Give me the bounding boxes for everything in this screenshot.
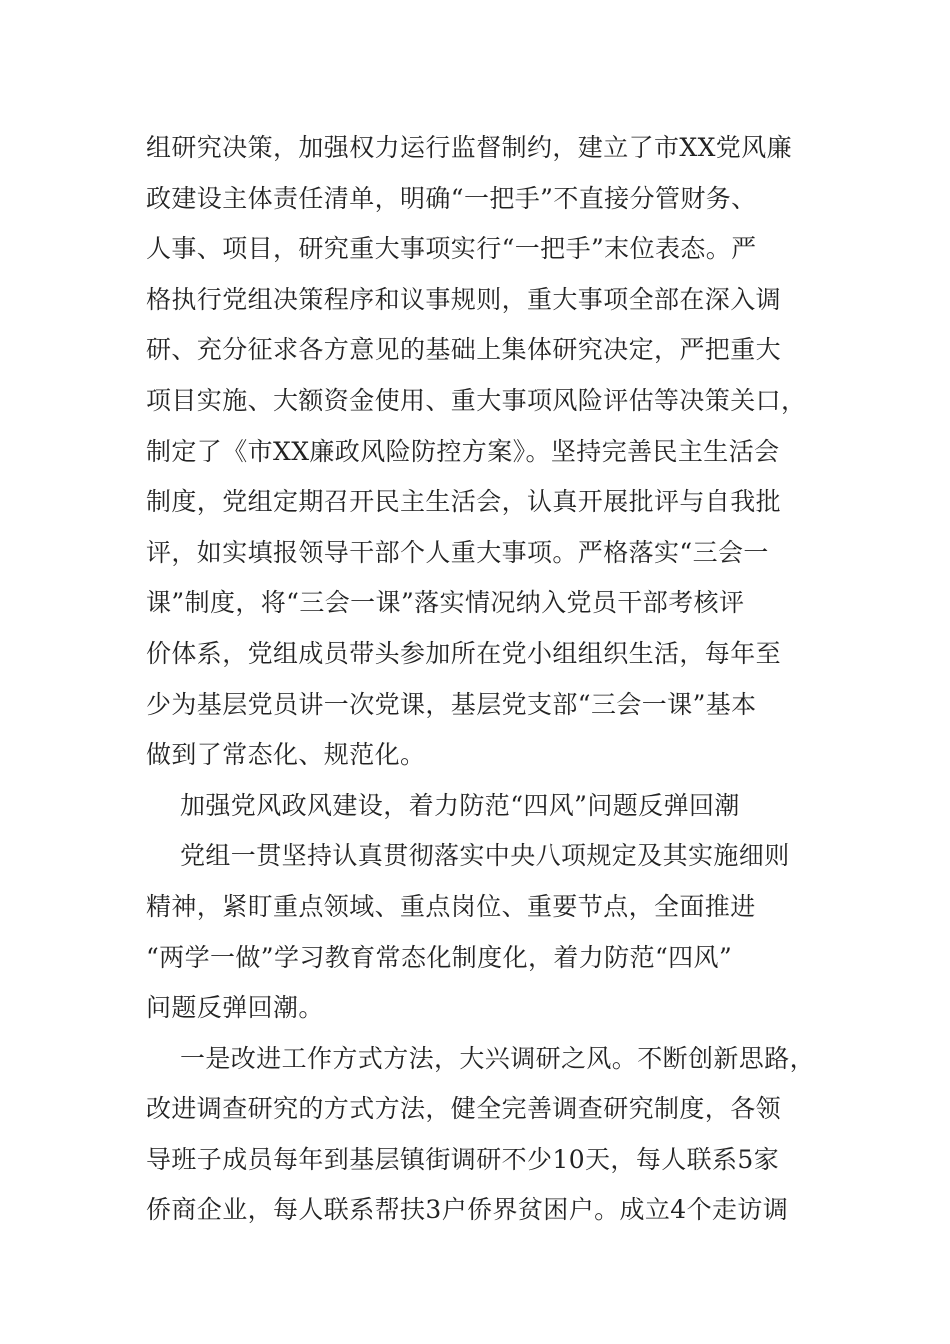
text-line: 课”制度，将“三会一课”落实情况纳入党员干部考核评 [146,588,745,618]
text-line: “两学一做”学习教育常态化制度化，着力防范“四风” [146,942,733,972]
text-line: 组研究决策，加强权力运行监督制约，建立了市XX党风廉 [146,133,792,162]
text-line: 项目实施、大额资金使用、重大事项风险评估等决策关口， [146,385,807,415]
text-line: 评，如实填报领导干部个人重大事项。严格落实“三会一 [146,537,769,567]
text-line: 精神，紧盯重点领域、重点岗位、重要节点，全面推进 [146,891,756,921]
text-line: 政建设主体责任清单，明确“一把手”不直接分管财务、 [146,183,757,213]
paragraph-first-line: 一是改进工作方式方法，大兴调研之风。不断创新思路， [180,1043,816,1073]
text-line: 制定了《市XX廉政风险防控方案》。坚持完善民主生活会 [146,436,780,466]
text-line: 格执行党组决策程序和议事规则，重大事项全部在深入调 [146,284,782,314]
text-line: 改进调查研究的方式方法，健全完善调查研究制度，各领 [146,1094,782,1124]
text-line: 侨商企业，每人联系帮扶3户侨界贫困户。成立4个走访调 [146,1195,789,1225]
text-line: 价体系，党组成员带头参加所在党小组组织生活，每年至 [146,638,782,668]
text-line: 做到了常态化、规范化。 [146,740,426,770]
text-line: 问题反弹回潮。 [146,993,324,1023]
text-line: 人事、项目，研究重大事项实行“一把手”末位表态。严 [146,234,757,264]
text-line: 研、充分征求各方意见的基础上集体研究决定，严把重大 [146,335,782,365]
text-line: 少为基层党员讲一次党课，基层党支部“三会一课”基本 [146,689,757,719]
section-heading: 加强党风政风建设，着力防范“四风”问题反弹回潮 [180,790,740,820]
text-line: 制度，党组定期召开民主生活会，认真开展批评与自我批 [146,487,782,517]
body-text [146,123,816,1236]
paragraph-first-line: 党组一贯坚持认真贯彻落实中央八项规定及其实施细则 [180,841,790,871]
text-line: 导班子成员每年到基层镇街调研不少10天，每人联系5家 [146,1144,780,1174]
